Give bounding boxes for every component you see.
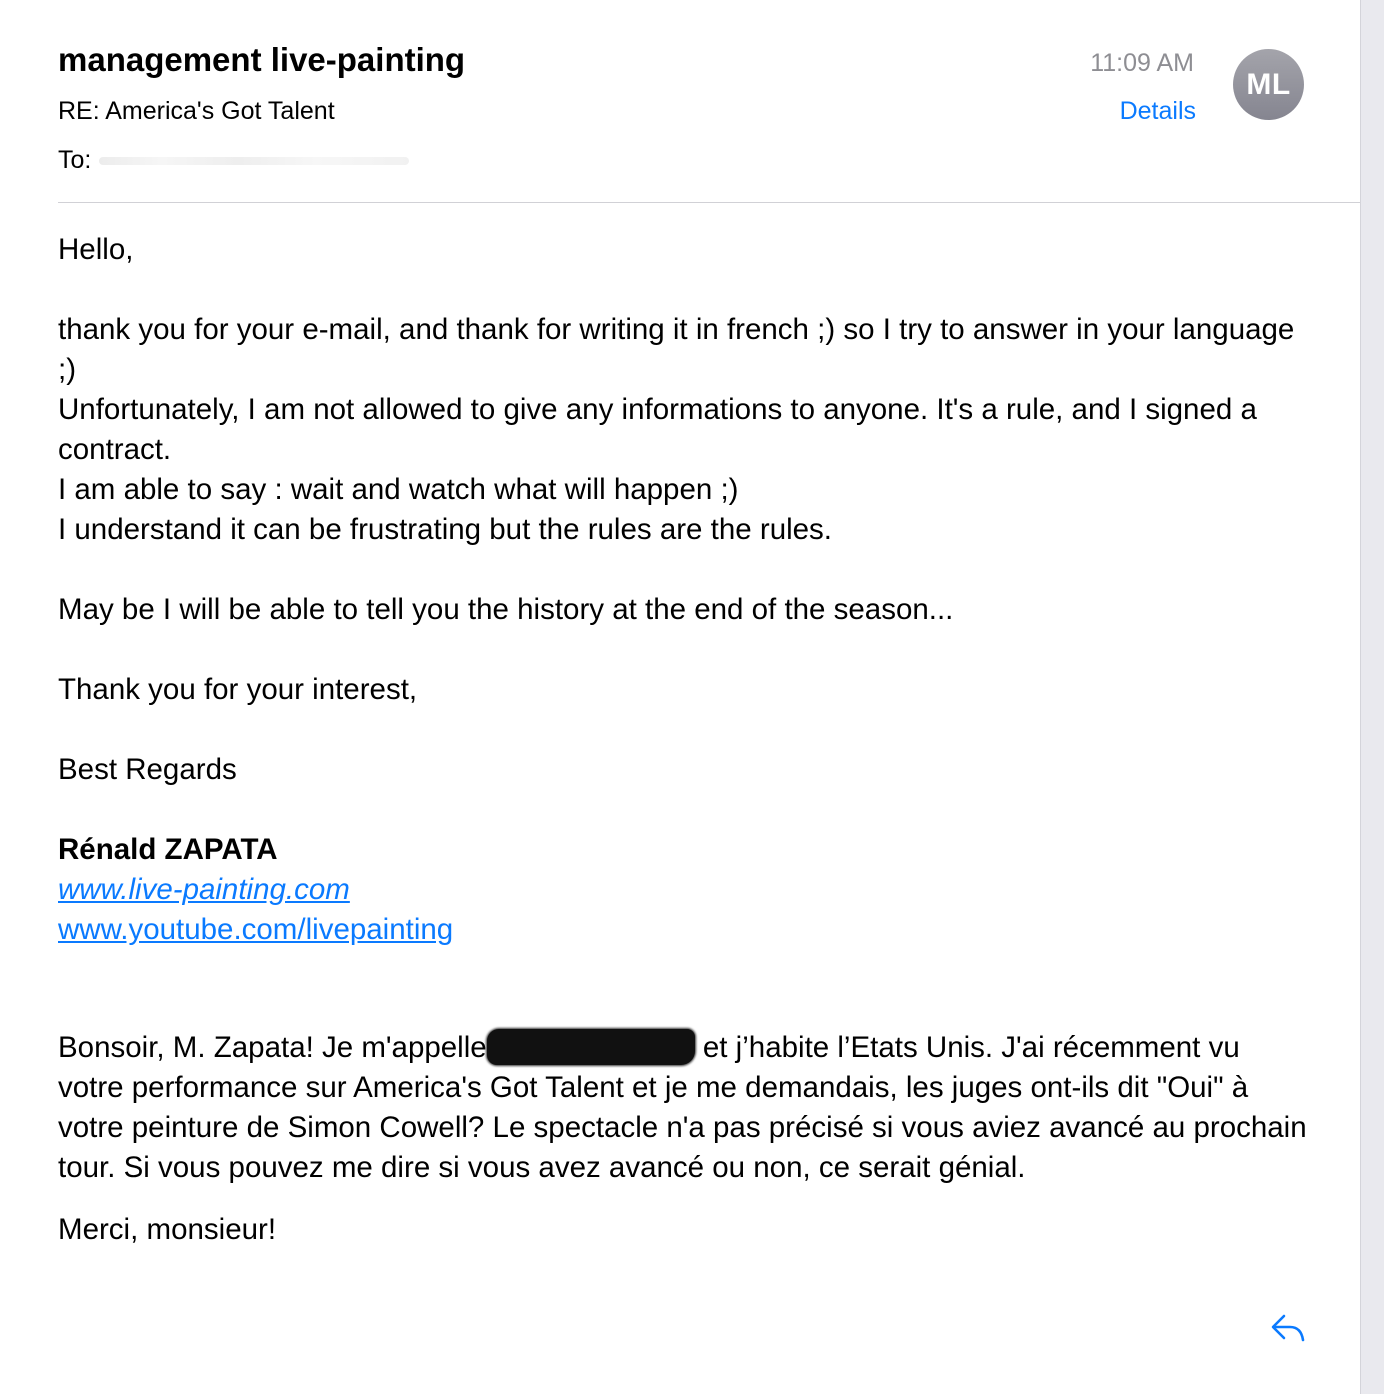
received-time: 11:09 AM xyxy=(1090,49,1194,77)
recipient-redacted xyxy=(99,157,409,165)
email-body xyxy=(58,230,1308,1250)
header-divider xyxy=(58,202,1360,203)
body-line: Unfortunately, I am not allowed to give any informations to anyone. It's a rule, and I signed a contract. xyxy=(58,393,1257,466)
quoted-closing: Merci, monsieur! xyxy=(58,1213,277,1246)
closing-line: Best Regards xyxy=(58,753,237,786)
name-redaction xyxy=(487,1029,695,1065)
reply-arrow-icon xyxy=(1268,1310,1308,1346)
quoted-text-start: Bonsoir, M. Zapata! Je m'appelle xyxy=(58,1031,487,1064)
window-edge xyxy=(1360,0,1384,1394)
recipient-line xyxy=(58,145,409,175)
email-subject: RE: America's Got Talent xyxy=(58,97,335,125)
quoted-text-rest: et j’habite l’Etats Unis. J'ai récemment vu votre performance sur America's Got Talent et je me demandais, les juges ont-ils dit "Oui" à votre peinture de Simon Cowell? Le spectacle n'a pas précisé si vous aviez avancé au prochain tour. Si vous pouvez me dire si vous avez avancé ou non, ce serait génial. xyxy=(58,1031,1307,1184)
details-link[interactable]: Details xyxy=(1119,97,1196,125)
to-label: To: xyxy=(58,146,92,174)
reply-button[interactable] xyxy=(1268,1310,1308,1346)
greeting: Hello, xyxy=(58,233,134,266)
body-line: I understand it can be frustrating but the rules are the rules. xyxy=(58,513,833,546)
youtube-link[interactable]: www.youtube.com/livepainting xyxy=(58,913,454,946)
thanks-line: Thank you for your interest, xyxy=(58,673,418,706)
body-line: I am able to say : wait and watch what will happen ;) xyxy=(58,473,739,506)
body-paragraph: May be I will be able to tell you the history at the end of the season... xyxy=(58,593,954,626)
signature-name: Rénald ZAPATA xyxy=(58,833,278,866)
sender-name: management live-painting xyxy=(58,41,466,78)
body-paragraph: thank you for your e-mail, and thank for writing it in french ;) so I try to answer in your language ;) xyxy=(58,313,1295,386)
avatar[interactable]: ML xyxy=(1233,49,1304,120)
website-link[interactable]: www.live-painting.com xyxy=(58,873,350,906)
quoted-message xyxy=(58,1028,1308,1188)
